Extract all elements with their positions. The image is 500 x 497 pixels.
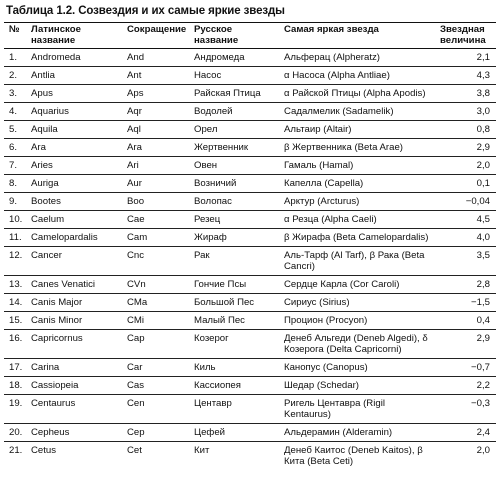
- cell-latin-name: Canes Venatici: [31, 279, 95, 290]
- cell-abbreviation: Boo: [127, 196, 145, 207]
- cell-russian-name: Водолей: [194, 106, 233, 117]
- cell-abbreviation: Car: [127, 362, 143, 373]
- cell-latin-name: Aries: [31, 160, 53, 171]
- table-row: [4, 193, 496, 211]
- header-brightest-star: Самая яркая звезда: [281, 23, 437, 49]
- cell-latin-name: Cetus: [31, 445, 57, 456]
- table-row: [4, 442, 496, 471]
- table-row: [4, 49, 496, 67]
- cell-latin-name: Cancer: [31, 250, 62, 261]
- cell-magnitude: 0,4: [476, 315, 490, 326]
- cell-russian-name: Райская Птица: [194, 88, 261, 99]
- cell-brightest-star: α Резца (Alpha Caeli): [284, 214, 377, 225]
- cell-brightest-star: Сердце Карла (Cor Caroli): [284, 279, 400, 290]
- cell-abbreviation: Cas: [127, 380, 145, 391]
- cell-magnitude: −0,3: [471, 398, 490, 409]
- cell-russian-name: Овен: [194, 160, 218, 171]
- cell-latin-name: Cassiopeia: [31, 380, 79, 391]
- cell-russian-name: Волопас: [194, 196, 232, 207]
- cell-magnitude: 0,1: [476, 178, 490, 189]
- cell-abbreviation: CMi: [127, 315, 145, 326]
- cell-brightest-star: Капелла (Capella): [284, 178, 364, 189]
- cell-magnitude: 4,5: [476, 214, 490, 225]
- cell-number: 13.: [9, 279, 23, 290]
- table-row: [4, 312, 496, 330]
- cell-abbreviation: Cam: [127, 232, 148, 243]
- cell-number: 7.: [9, 160, 18, 171]
- cell-russian-name: Цефей: [194, 427, 226, 438]
- table-row: [4, 377, 496, 395]
- cell-latin-name: Carina: [31, 362, 60, 373]
- cell-latin-name: Apus: [31, 88, 53, 99]
- cell-latin-name: Aquila: [31, 124, 58, 135]
- cell-russian-name: Гончие Псы: [194, 279, 247, 290]
- cell-latin-name: Canis Major: [31, 297, 83, 308]
- cell-magnitude: 2,1: [476, 52, 490, 63]
- cell-number: 9.: [9, 196, 18, 207]
- cell-russian-name: Орел: [194, 124, 218, 135]
- table-row: [4, 175, 496, 193]
- cell-russian-name: Насос: [194, 70, 222, 81]
- table-row: [4, 85, 496, 103]
- header-number: №: [4, 23, 28, 49]
- cell-number: 5.: [9, 124, 18, 135]
- cell-number: 16.: [9, 333, 23, 344]
- cell-magnitude: −1,5: [471, 297, 490, 308]
- cell-number: 2.: [9, 70, 18, 81]
- header-abbreviation: Сокращение: [124, 23, 191, 49]
- cell-brightest-star: Ригель Центавра (Rigil Kentaurus): [284, 398, 385, 420]
- cell-magnitude: 4,3: [476, 70, 490, 81]
- cell-abbreviation: Aql: [127, 124, 141, 135]
- cell-magnitude: −0,04: [465, 196, 490, 207]
- cell-latin-name: Ara: [31, 142, 46, 153]
- cell-abbreviation: Ant: [127, 70, 142, 81]
- cell-magnitude: 2,4: [476, 427, 490, 438]
- table-row: [4, 294, 496, 312]
- cell-abbreviation: Cep: [127, 427, 145, 438]
- cell-russian-name: Киль: [194, 362, 216, 373]
- cell-magnitude: 2,0: [476, 160, 490, 171]
- cell-brightest-star: Сириус (Sirius): [284, 297, 350, 308]
- cell-magnitude: 2,9: [476, 333, 490, 344]
- cell-abbreviation: Aps: [127, 88, 144, 99]
- cell-abbreviation: Cen: [127, 398, 145, 409]
- cell-magnitude: 2,2: [476, 380, 490, 391]
- cell-russian-name: Кассиопея: [194, 380, 241, 391]
- header-russian-name: Русское название: [191, 23, 281, 49]
- cell-number: 14.: [9, 297, 23, 308]
- cell-magnitude: 3,0: [476, 106, 490, 117]
- table-row: [4, 157, 496, 175]
- cell-abbreviation: Ara: [127, 142, 142, 153]
- cell-abbreviation: Cae: [127, 214, 145, 225]
- table-header-row: [4, 23, 496, 49]
- cell-number: 10.: [9, 214, 23, 225]
- table-row: [4, 424, 496, 442]
- cell-abbreviation: Ari: [127, 160, 139, 171]
- cell-brightest-star: Денеб Альгеди (Deneb Algedi), δ Козерога (Delta Capricorni): [284, 333, 428, 355]
- cell-latin-name: Camelopardalis: [31, 232, 98, 243]
- cell-number: 6.: [9, 142, 18, 153]
- cell-brightest-star: Альтаир (Altair): [284, 124, 352, 135]
- cell-brightest-star: Денеб Каитос (Deneb Kaitos), β Кита (Beta Ceti): [284, 445, 423, 467]
- table-row: [4, 247, 496, 276]
- cell-brightest-star: Аль-Тарф (Al Tarf), β Рака (Beta Cancri): [284, 250, 425, 272]
- cell-latin-name: Auriga: [31, 178, 59, 189]
- cell-magnitude: −0,7: [471, 362, 490, 373]
- cell-number: 1.: [9, 52, 18, 63]
- cell-number: 15.: [9, 315, 23, 326]
- cell-brightest-star: Альферац (Alpheratz): [284, 52, 380, 63]
- cell-magnitude: 2,9: [476, 142, 490, 153]
- table-row: [4, 121, 496, 139]
- cell-russian-name: Андромеда: [194, 52, 245, 63]
- cell-brightest-star: Канопус (Canopus): [284, 362, 368, 373]
- cell-russian-name: Кит: [194, 445, 210, 456]
- table-row: [4, 330, 496, 359]
- table-row: [4, 359, 496, 377]
- cell-number: 17.: [9, 362, 23, 373]
- cell-abbreviation: Aqr: [127, 106, 142, 117]
- cell-russian-name: Центавр: [194, 398, 232, 409]
- cell-magnitude: 4,0: [476, 232, 490, 243]
- table-caption: Таблица 1.2. Созвездия и их самые яркие звезды: [6, 5, 285, 17]
- cell-magnitude: 2,0: [476, 445, 490, 456]
- header-latin-name: Латинское название: [28, 23, 124, 49]
- cell-brightest-star: β Жертвенника (Beta Arae): [284, 142, 403, 153]
- table-row: [4, 395, 496, 424]
- table-body: [4, 49, 496, 471]
- cell-number: 19.: [9, 398, 23, 409]
- cell-latin-name: Capricornus: [31, 333, 83, 344]
- cell-latin-name: Bootes: [31, 196, 61, 207]
- cell-brightest-star: Арктур (Arcturus): [284, 196, 360, 207]
- cell-abbreviation: Cap: [127, 333, 145, 344]
- cell-brightest-star: α Райской Птицы (Alpha Apodis): [284, 88, 426, 99]
- cell-abbreviation: Cnc: [127, 250, 145, 261]
- cell-brightest-star: Шедар (Schedar): [284, 380, 359, 391]
- cell-brightest-star: Гамаль (Hamal): [284, 160, 354, 171]
- cell-abbreviation: And: [127, 52, 145, 63]
- cell-russian-name: Козерог: [194, 333, 229, 344]
- cell-magnitude: 3,8: [476, 88, 490, 99]
- cell-latin-name: Aquarius: [31, 106, 69, 117]
- cell-latin-name: Antlia: [31, 70, 55, 81]
- cell-abbreviation: Cet: [127, 445, 142, 456]
- cell-abbreviation: Aur: [127, 178, 142, 189]
- table-row: [4, 103, 496, 121]
- table-row: [4, 229, 496, 247]
- cell-number: 12.: [9, 250, 23, 261]
- cell-magnitude: 3,5: [476, 250, 490, 261]
- cell-number: 11.: [9, 232, 22, 243]
- cell-russian-name: Малый Пес: [194, 315, 245, 326]
- cell-latin-name: Centaurus: [31, 398, 76, 409]
- cell-magnitude: 0,8: [476, 124, 490, 135]
- header-magnitude: Звездная величина: [437, 23, 496, 49]
- cell-brightest-star: Процион (Procyon): [284, 315, 368, 326]
- cell-number: 18.: [9, 380, 23, 391]
- cell-russian-name: Жираф: [194, 232, 227, 243]
- cell-brightest-star: β Жирафа (Beta Camelopardalis): [284, 232, 429, 243]
- cell-russian-name: Возничий: [194, 178, 237, 189]
- table-row: [4, 276, 496, 294]
- cell-latin-name: Cepheus: [31, 427, 70, 438]
- cell-abbreviation: CVn: [127, 279, 146, 290]
- cell-russian-name: Жертвенник: [194, 142, 249, 153]
- cell-magnitude: 2,8: [476, 279, 490, 290]
- cell-brightest-star: α Насоса (Alpha Antliae): [284, 70, 390, 81]
- cell-number: 3.: [9, 88, 18, 99]
- cell-number: 21.: [9, 445, 23, 456]
- cell-latin-name: Caelum: [31, 214, 65, 225]
- constellations-table: [4, 22, 496, 470]
- cell-number: 20.: [9, 427, 23, 438]
- cell-russian-name: Резец: [194, 214, 221, 225]
- table-row: [4, 67, 496, 85]
- cell-number: 8.: [9, 178, 18, 189]
- cell-abbreviation: CMa: [127, 297, 148, 308]
- cell-latin-name: Andromeda: [31, 52, 81, 63]
- table-row: [4, 211, 496, 229]
- cell-russian-name: Рак: [194, 250, 210, 261]
- cell-number: 4.: [9, 106, 18, 117]
- table-row: [4, 139, 496, 157]
- cell-brightest-star: Садалмелик (Sadamelik): [284, 106, 394, 117]
- cell-latin-name: Canis Minor: [31, 315, 83, 326]
- cell-russian-name: Большой Пес: [194, 297, 255, 308]
- cell-brightest-star: Альдерамин (Alderamin): [284, 427, 393, 438]
